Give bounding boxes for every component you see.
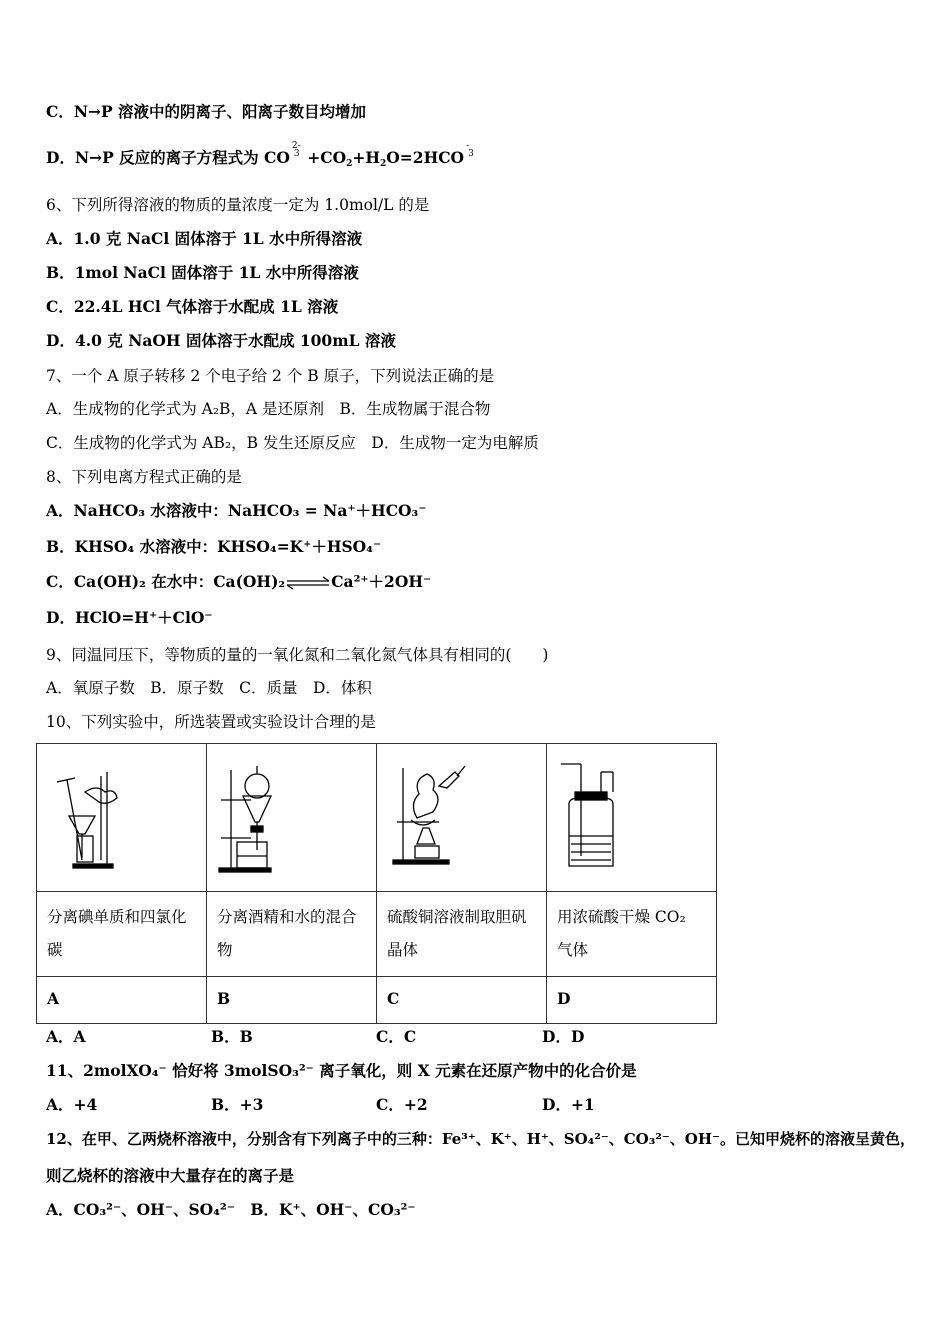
q8-option-a: A．NaHCO₃ 水溶液中：NaHCO₃ = Na⁺＋HCO₃⁻ (46, 501, 427, 520)
q6-option-a: A．1.0 克 NaCl 固体溶于 1L 水中所得溶液 (46, 229, 363, 248)
q10-option-a: A．A (46, 1027, 86, 1046)
apparatus-d-label: D (557, 989, 571, 1008)
gas-washing-bottle-icon (547, 752, 716, 882)
reversible-arrow-icon (285, 576, 331, 590)
apparatus-a-label: A (47, 989, 60, 1008)
q5-option-d: D．N→P 反应的离子方程式为 CO 2- 3 $+CO_2+H_2O=2HCO$ - 3 (46, 141, 474, 169)
q11-option-b: B．+3 (211, 1095, 264, 1114)
q7-stem: 7、一个 A 原子转移 2 个电子给 2 个 B 原子，下列说法正确的是 (46, 367, 495, 385)
apparatus-a-description: 分离碘单质和四氯化碳 (47, 908, 187, 959)
q6-option-d: D．4.0 克 NaOH 固体溶于水配成 100mL 溶液 (46, 331, 396, 350)
q10-option-b: B．B (211, 1027, 253, 1046)
q6-option-b: B．1mol NaCl 固体溶于 1L 水中所得溶液 (46, 263, 359, 282)
q11-option-c: C．+2 (376, 1095, 428, 1114)
q6-stem: 6、下列所得溶液的物质的量浓度一定为 1.0mol/L 的是 (46, 196, 430, 214)
q7-options-ab: A．生成物的化学式为 A₂B，A 是还原剂 B．生成物属于混合物 (46, 400, 491, 418)
q8-option-b: B．KHSO₄ 水溶液中：KHSO₄=K⁺＋HSO₄⁻ (46, 537, 382, 556)
q7-options-cd: C．生成物的化学式为 AB₂，B 发生还原反应 D．生成物一定为电解质 (46, 434, 539, 452)
q12-options-ab: A．CO₃²⁻、OH⁻、SO₄²⁻ B．K⁺、OH⁻、CO₃²⁻ (46, 1200, 416, 1219)
q8-stem: 8、下列电离方程式正确的是 (46, 468, 242, 486)
q12-stem-line2: 则乙烧杯的溶液中大量存在的离子是 (46, 1166, 295, 1185)
q11-option-a: A．+4 (46, 1095, 98, 1114)
apparatus-b-cell (207, 744, 377, 892)
q10-apparatus-table (36, 743, 717, 1024)
q8-option-d: D．HClO=H⁺＋ClO⁻ (46, 608, 213, 627)
q5-option-c: C．N→P 溶液中的阴离子、阳离子数目均增加 (46, 102, 367, 121)
apparatus-c-cell (377, 744, 547, 892)
apparatus-d-description: 用浓硫酸干燥 CO₂ 气体 (557, 908, 686, 959)
apparatus-d-cell (547, 744, 717, 892)
q8-option-c: C．Ca(OH)₂ 在水中：Ca(OH)₂ Ca²⁺＋2OH⁻ (46, 572, 432, 591)
q10-option-c: C．C (376, 1027, 417, 1046)
apparatus-c-description: 硫酸铜溶液制取胆矾晶体 (387, 908, 527, 959)
apparatus-b-label: B (217, 989, 231, 1008)
filtration-apparatus-icon (37, 752, 206, 882)
q6-option-c: C．22.4L HCl 气体溶于水配成 1L 溶液 (46, 297, 339, 316)
evaporating-dish-icon (377, 752, 546, 882)
apparatus-b-description: 分离酒精和水的混合物 (217, 908, 357, 959)
q9-options: A．氧原子数 B．原子数 C．质量 D．体积 (46, 679, 372, 697)
q11-stem: 11、2molXO₄⁻ 恰好将 3molSO₃²⁻ 离子氧化，则 X 元素在还原产物中的化合价是 (46, 1061, 637, 1080)
apparatus-c-label: C (387, 989, 400, 1008)
q10-stem: 10、下列实验中，所选装置或实验设计合理的是 (46, 713, 376, 731)
q9-stem: 9、同温同压下，等物质的量的一氧化氮和二氧化氮气体具有相同的( ) (46, 646, 549, 664)
apparatus-a-cell (37, 744, 207, 892)
q11-option-d: D．+1 (542, 1095, 595, 1114)
q10-option-d: D．D (542, 1027, 585, 1046)
q12-stem-line1: 12、在甲、乙两烧杯溶液中，分别含有下列离子中的三种：Fe³⁺、K⁺、H⁺、SO₄²⁻、CO₃²⁻、OH⁻。已知甲烧杯的溶液呈黄色， (46, 1130, 915, 1148)
separatory-funnel-icon (207, 752, 376, 882)
